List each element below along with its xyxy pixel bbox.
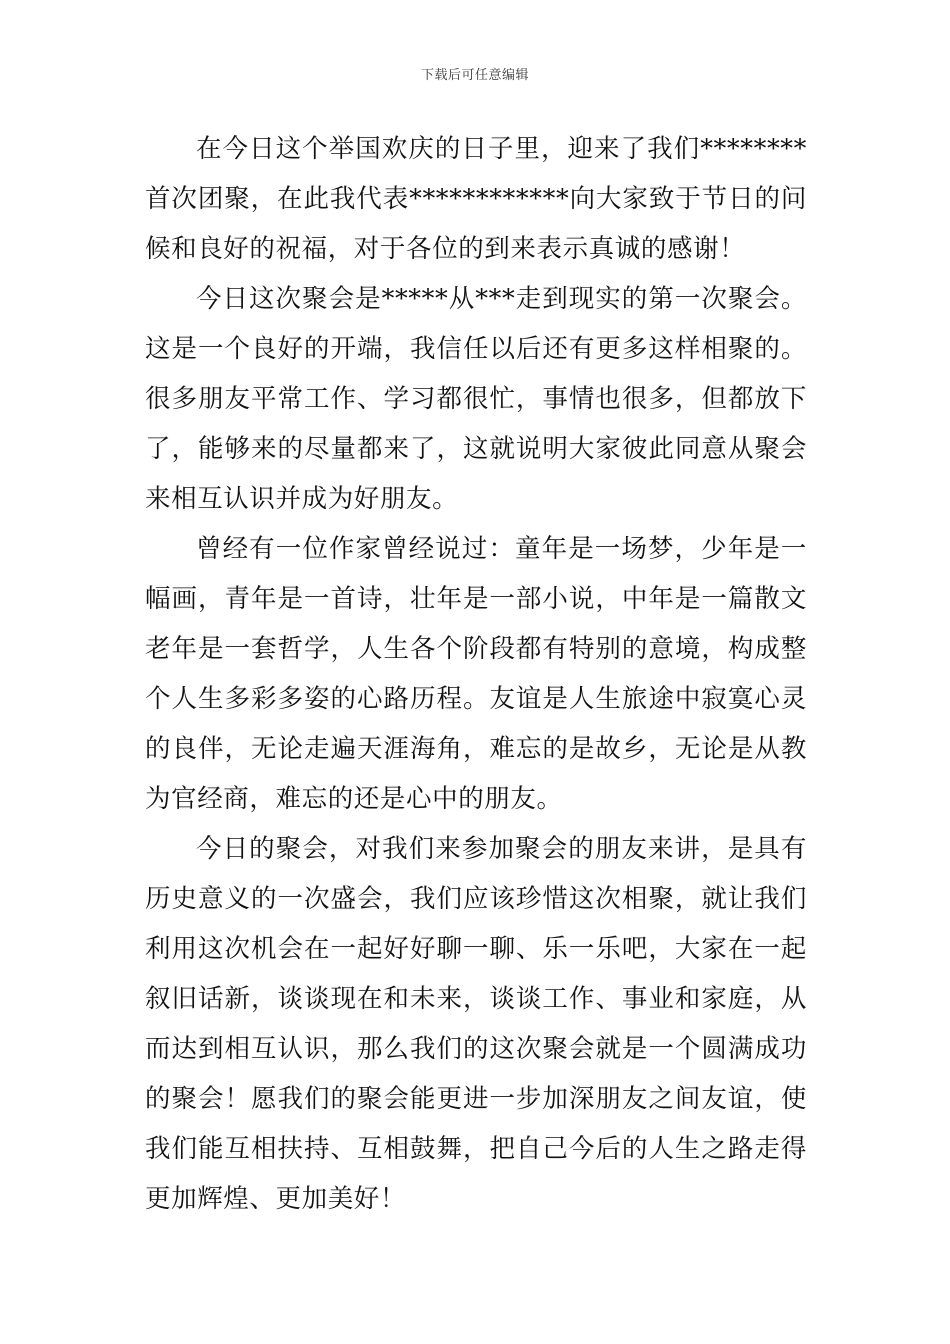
paragraph-greeting: 在今日这个举国欢庆的日子里，迎来了我们********首次团聚，在此我代表************向大家致于节日的问候和良好的祝福，对于各位的到来表示真诚的感谢！ <box>145 134 807 264</box>
document-body <box>145 124 807 1224</box>
paragraph-closing-wishes: 今日的聚会，对我们来参加聚会的朋友来讲，是具有历史意义的一次盛会，我们应该珍惜这次相聚，就让我们利用这次机会在一起好好聊一聊、乐一乐吧，大家在一起叙旧话新，谈谈现在和未来，谈谈工作、事业和家庭，从而达到相互认识，那么我们的这次聚会就是一个圆满成功的聚会！愿我们的聚会能更进一步加深朋友之间友谊，使我们能互相扶持、互相鼓舞，把自己今后的人生之路走得更加辉煌、更加美好！ <box>145 834 807 1214</box>
paragraph-writer-quote: 曾经有一位作家曾经说过：童年是一场梦，少年是一幅画，青年是一首诗，壮年是一部小说，中年是一篇散文老年是一套哲学，人生各个阶段都有特别的意境，构成整个人生多彩多姿的心路历程。友谊是人生旅途中寂寞心灵的良伴，无论走遍天涯海角，难忘的是故乡，无论是从教为官经商，难忘的还是心中的朋友。 <box>145 534 807 814</box>
page-header-note: 下载后可任意编辑 <box>420 68 529 83</box>
paragraph-first-gathering: 今日这次聚会是*****从***走到现实的第一次聚会。这是一个良好的开端，我信任以后还有更多这样相聚的。很多朋友平常工作、学习都很忙，事情也很多，但都放下了，能够来的尽量都来了，这就说明大家彼此同意从聚会来相互认识并成为好朋友。 <box>145 284 807 514</box>
